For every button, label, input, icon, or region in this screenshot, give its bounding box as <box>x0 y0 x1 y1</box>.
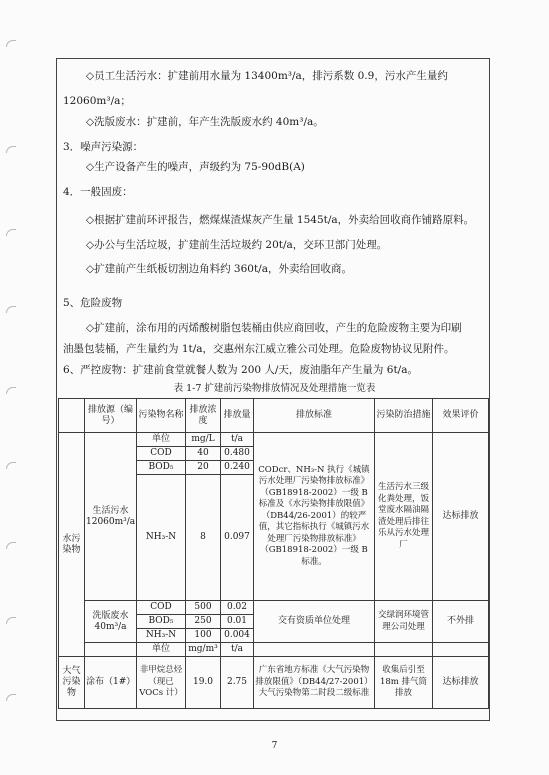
source-wash: 洗版废水40m³/a <box>85 601 137 643</box>
table-caption: 表 1-7 扩建前污染物排放情况及处理措施一览表 <box>173 383 376 394</box>
cell: 0.097 <box>221 475 254 601</box>
text-line: 12060m³/a； <box>63 95 131 107</box>
text-line: ◇洗版废水：扩建前，年产生洗版废水约 40m³/a。 <box>86 116 324 128</box>
effect-air: 达标排放 <box>433 657 489 709</box>
cell: 0.480 <box>221 447 254 461</box>
cell: BOD₅ <box>137 615 186 629</box>
cell: COD <box>137 601 186 615</box>
category-water: 水污染物 <box>59 433 85 657</box>
table-row <box>59 657 489 709</box>
table-row <box>59 601 489 615</box>
text-line: ◇员工生活污水：扩建前用水量为 13400m³/a，排污系数 0.9，污水产生量约 <box>86 70 448 82</box>
unit-amount: t/a <box>221 643 254 657</box>
header-amount: 排放量 <box>221 399 254 433</box>
text-line: 油墨包装桶，产生量约为 1t/a，交惠州东江威立雅公司处理。危险废物协议见附件。 <box>63 343 455 355</box>
cell: 100 <box>186 629 221 643</box>
cell: 0.240 <box>221 461 254 475</box>
binding-hole-mark <box>6 542 16 549</box>
cell: 0.004 <box>221 629 254 643</box>
unit-concentration: mg/L <box>186 433 221 447</box>
measure-wash: 交绿润环境管理公司处理 <box>375 601 433 643</box>
cell: 0.01 <box>221 615 254 629</box>
binding-hole-mark <box>6 306 16 313</box>
header-standard: 排放标准 <box>254 399 375 433</box>
text-line: ◇扩建前，涂布用的丙烯酸树脂包装桶由供应商回收，产生的危险废物主要为印刷 <box>86 322 462 334</box>
cell: 非甲烷总烃（现已 VOCs 计） <box>137 657 186 709</box>
header-pollutant: 污染物名称 <box>137 399 186 433</box>
unit-amount: t/a <box>221 433 254 447</box>
effect-wash: 不外排 <box>433 601 489 643</box>
table-row <box>59 643 489 657</box>
text-line: 3．噪声污染源： <box>63 141 144 153</box>
cell: COD <box>137 447 186 461</box>
pollutant-emission-table <box>58 398 489 709</box>
cell: 40 <box>186 447 221 461</box>
binding-hole-mark <box>6 462 16 469</box>
standard-wash: 交有资质单位处理 <box>254 601 375 643</box>
cell: 19.0 <box>186 657 221 709</box>
text-line: 5、危险废物 <box>63 297 123 309</box>
cell: NH₃-N <box>137 629 186 643</box>
source-domestic: 生活污水12060m³/a <box>85 433 137 601</box>
binding-hole-mark <box>6 694 16 701</box>
binding-hole-mark <box>6 40 16 47</box>
standard-domestic: CODcr、NH₃-N 执行《城镇污水处理厂污染物排放标准》（GB18918-2002）一级 B 标准及《水污染物排放限值》（DB44/26-2001）的较严值，其它指标执行《城镇污水处理厂污染物排放标准》（GB18918-2002）一级 B 标准。 <box>254 433 375 601</box>
text-line: ◇根据扩建前环评报告，燃煤煤渣煤灰产生量 1545t/a，外卖给回收商作铺路原料。 <box>86 214 475 226</box>
binding-hole-mark <box>6 229 16 236</box>
text-line: ◇扩建前产生纸板切割边角料约 360t/a，外卖给回收商。 <box>86 263 352 275</box>
text-line: 4．一般固废： <box>63 186 133 198</box>
table-row <box>59 433 489 447</box>
cell: 250 <box>186 615 221 629</box>
unit-concentration: mg/m³ <box>186 643 221 657</box>
header-effect: 效果评价 <box>433 399 489 433</box>
cell: 20 <box>186 461 221 475</box>
cell: BOD₅ <box>137 461 186 475</box>
source-coating: 涂布（1#） <box>85 657 137 709</box>
unit-label: 单位 <box>137 643 186 657</box>
header-concentration: 排放浓度 <box>186 399 221 433</box>
text-line: ◇生产设备产生的噪声，声级约为 75-90dB(A) <box>86 161 305 173</box>
cell: NH₃-N <box>137 475 186 601</box>
effect-domestic: 达标排放 <box>433 433 489 601</box>
cell: 8 <box>186 475 221 601</box>
header-measure: 污染防治措施 <box>375 399 433 433</box>
text-line: 6、严控废物：扩建前食堂就餐人数为 200 人/天，废油脂年产生量为 6t/a。 <box>63 364 418 376</box>
category-air: 大气污染物 <box>59 657 85 709</box>
binding-hole-mark <box>6 146 16 153</box>
measure-air: 收集后引至 18m 排气筒排放 <box>375 657 433 709</box>
unit-label: 单位 <box>137 433 186 447</box>
page-number: 7 <box>271 741 278 751</box>
text-line: ◇办公与生活垃圾，扩建前生活垃圾约 20t/a，交环卫部门处理。 <box>86 239 388 251</box>
measure-domestic: 生活污水三级化粪处理，饭堂废水隔油隔渣处理后排往乐从污水处理厂 <box>375 433 433 601</box>
header-source: 排放源（编号） <box>85 399 137 433</box>
binding-hole-mark <box>6 617 16 624</box>
table-header-row <box>59 399 489 433</box>
cell: 0.02 <box>221 601 254 615</box>
standard-air: 广东省地方标准《大气污染物排放限值》（DB44/27-2001）大气污染物第二时段二级标准 <box>254 657 375 709</box>
cell: 500 <box>186 601 221 615</box>
cell: 2.75 <box>221 657 254 709</box>
